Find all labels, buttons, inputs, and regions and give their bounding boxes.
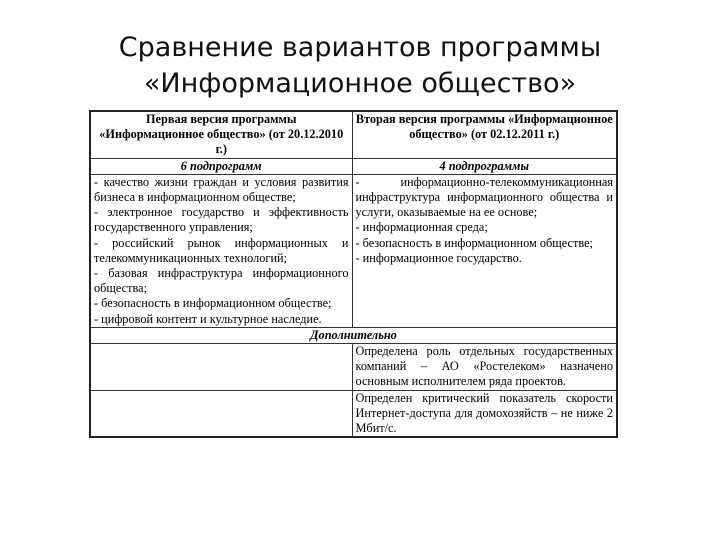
slide-title-line-1: Сравнение вариантов программы (118, 32, 602, 63)
table-row-note-2 (90, 390, 617, 437)
list-item: - безопасность в информационном обществе; (94, 296, 332, 311)
list-item: - базовая инфраструктура информационного общества; (94, 266, 349, 296)
col1-items-cell (90, 174, 352, 327)
extra-note-2: Определен критический показатель скорости Интернет-доступа для домохозяйств – не ниже 2 Мбит/с. (352, 390, 617, 437)
list-item: - российский рынок информационных и телекоммуникационных технологий; (94, 235, 349, 265)
list-item: - информационная среда; (355, 220, 488, 235)
col2-subtitle: 4 подпрограммы (352, 158, 617, 174)
col1-subtitle: 6 подпрограмм (90, 158, 352, 174)
list-item: - цифровой контент и культурное наследие. (94, 311, 322, 326)
table-row-subprograms (90, 174, 617, 327)
list-item: - электронное государство и эффективность государственного управления; (94, 205, 349, 235)
table-extra-header-row (90, 327, 617, 343)
empty-cell (90, 344, 352, 391)
comparison-table (89, 110, 618, 438)
list-item: - качество жизни граждан и условия развития бизнеса в информационном обществе; (94, 174, 349, 205)
table-header-row (90, 111, 617, 158)
slide-title-line-2: «Информационное общество» (143, 68, 577, 99)
list-item: - информационно-телекоммуникационная инфраструктура информационного общества и услуги, оказываемые на ее основе; (355, 174, 613, 220)
list-item: - информационное государство. (355, 250, 522, 265)
extra-header: Дополнительно (90, 327, 617, 343)
col2-items-cell (352, 174, 617, 327)
empty-cell (90, 390, 352, 437)
table-row-note-1 (90, 344, 617, 391)
col2-header: Вторая версия программы «Информационное общество» (от 02.12.2011 г.) (352, 111, 617, 158)
list-item: - безопасность в информационном обществе; (355, 235, 593, 250)
extra-note-1: Определена роль отдельных государственных компаний – АО «Ростелеком» назначено основным исполнителем ряда проектов. (352, 344, 617, 391)
col1-header: Первая версия программы «Информационное общество» (от 20.12.2010 г.) (90, 111, 352, 158)
table-subtitle-row (90, 158, 617, 174)
slide-title (0, 30, 720, 102)
